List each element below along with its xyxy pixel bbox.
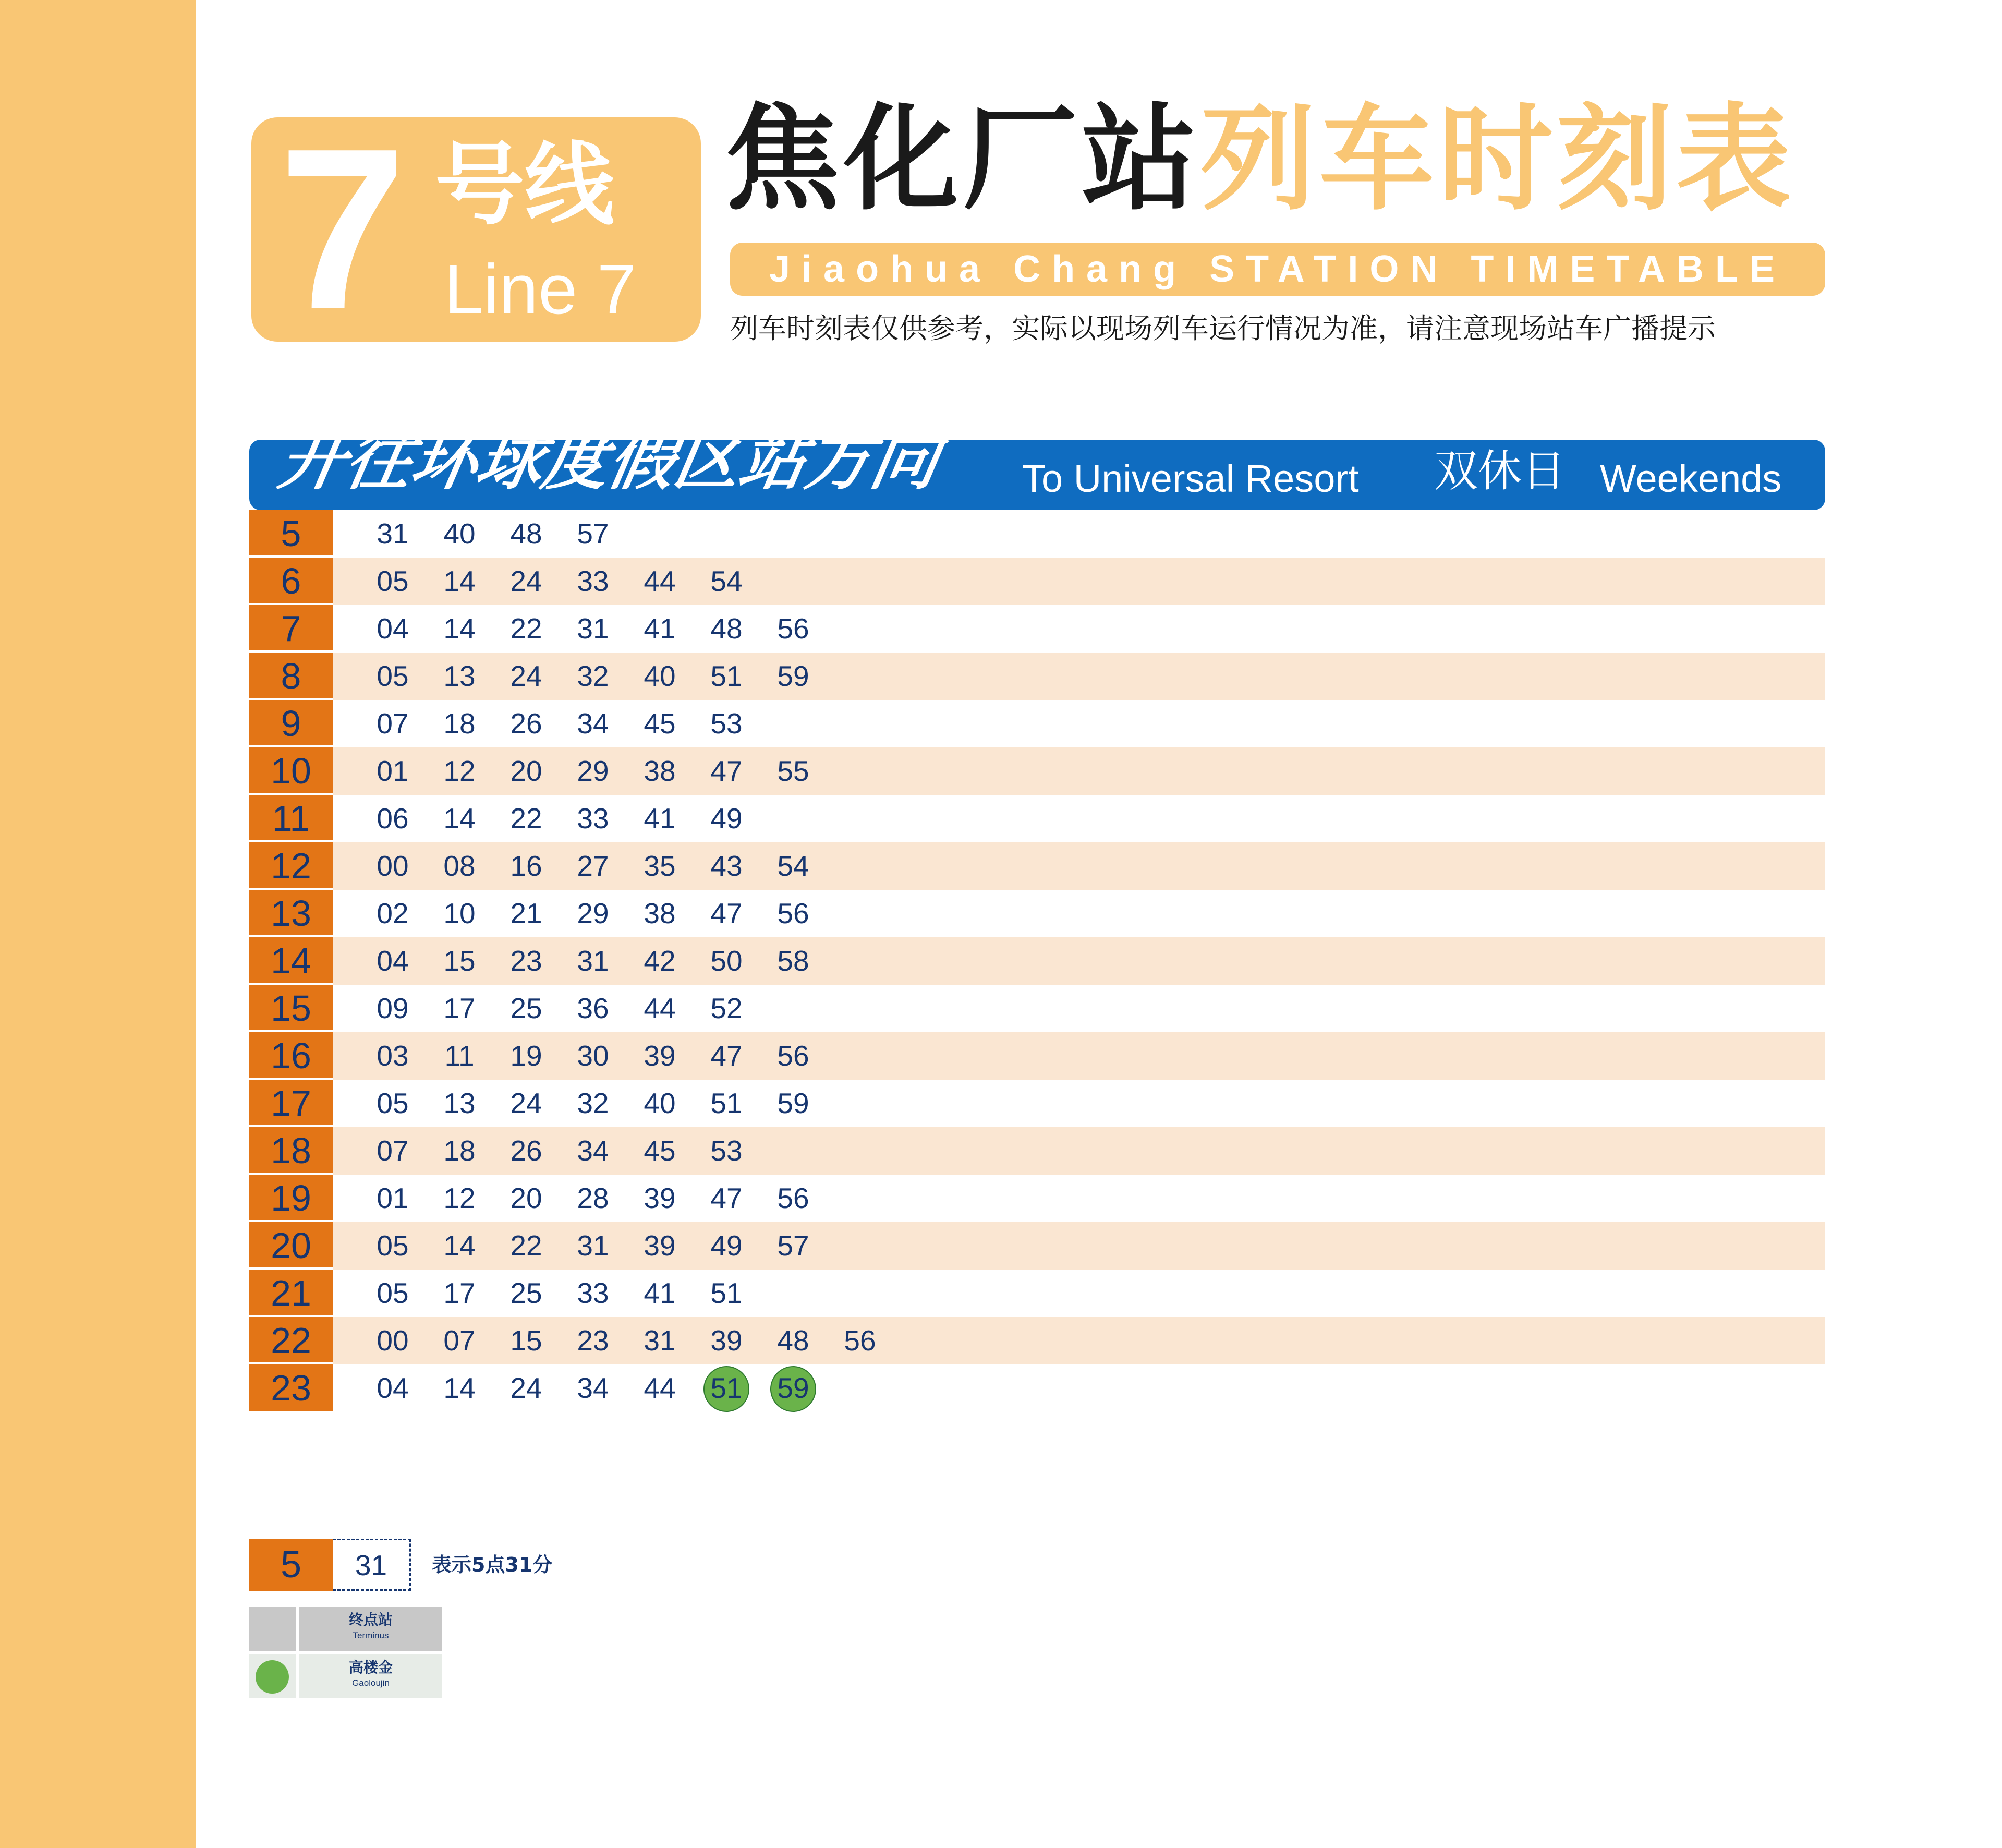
minute-cell: 05 bbox=[377, 660, 409, 692]
legend-header-cn: 终点站 bbox=[348, 1611, 393, 1628]
minute-cell: 47 bbox=[710, 897, 743, 929]
minute-cell: 20 bbox=[510, 1182, 542, 1214]
minute-cell: 14 bbox=[443, 802, 476, 835]
minute-cell: 41 bbox=[644, 612, 676, 645]
table-row bbox=[249, 558, 1825, 605]
minute-cell: 48 bbox=[710, 612, 743, 645]
minute-cell: 35 bbox=[644, 850, 676, 882]
table-row bbox=[249, 1222, 1825, 1270]
minute-cell: 50 bbox=[710, 945, 743, 977]
minute-cell: 07 bbox=[377, 707, 409, 740]
minute-cell: 23 bbox=[510, 945, 542, 977]
legend-row-cn: 高楼金 bbox=[348, 1659, 393, 1676]
minute-cell: 05 bbox=[377, 1229, 409, 1262]
hour-cell: 10 bbox=[249, 747, 333, 795]
minute-cell: 25 bbox=[510, 992, 542, 1024]
hour-cell: 11 bbox=[249, 795, 333, 842]
line-number: 7 bbox=[278, 101, 407, 357]
minute-cell: 55 bbox=[777, 755, 809, 787]
legend-marker-cell bbox=[249, 1654, 296, 1698]
table-row bbox=[249, 842, 1825, 890]
minute-cell: 34 bbox=[577, 1372, 609, 1404]
table-row bbox=[249, 937, 1825, 985]
table-row bbox=[249, 1080, 1825, 1127]
minute-cell: 32 bbox=[577, 660, 609, 692]
minute-cell: 00 bbox=[377, 1324, 409, 1357]
minute-cell: 33 bbox=[577, 802, 609, 835]
minute-cell: 31 bbox=[377, 517, 409, 550]
hour-cell: 17 bbox=[249, 1080, 333, 1127]
minute-cell: 22 bbox=[510, 612, 542, 645]
legend-header bbox=[299, 1607, 442, 1651]
minute-cell: 32 bbox=[577, 1087, 609, 1119]
minute-cell: 34 bbox=[577, 1134, 609, 1167]
minute-cell: 21 bbox=[510, 897, 542, 929]
hour-cell: 16 bbox=[249, 1032, 333, 1080]
minute-cell: 00 bbox=[377, 850, 409, 882]
minute-cell: 41 bbox=[644, 802, 676, 835]
minute-cell: 18 bbox=[443, 707, 476, 740]
minute-cell: 05 bbox=[377, 565, 409, 597]
minute-cell: 04 bbox=[377, 1372, 409, 1404]
minute-cell: 03 bbox=[377, 1040, 409, 1072]
minute-cell: 22 bbox=[510, 802, 542, 835]
table-row bbox=[249, 653, 1825, 700]
minute-cell: 24 bbox=[510, 660, 542, 692]
minute-cell: 39 bbox=[710, 1324, 743, 1357]
minute-cell: 41 bbox=[644, 1277, 676, 1309]
table-row bbox=[249, 1364, 1825, 1413]
minute-cell: 40 bbox=[644, 1087, 676, 1119]
minute-cell: 56 bbox=[777, 1182, 809, 1214]
minute-cell: 48 bbox=[510, 517, 542, 550]
minute-cell: 44 bbox=[644, 992, 676, 1024]
legend-row-en: Gaoloujin bbox=[352, 1678, 390, 1688]
minute-cell: 12 bbox=[443, 755, 476, 787]
minute-cell: 59 bbox=[777, 660, 809, 692]
minute-cell: 04 bbox=[377, 612, 409, 645]
minute-cell: 13 bbox=[443, 1087, 476, 1119]
subtitle-bar: Jiaohua Chang STATION TIMETABLE bbox=[730, 243, 1825, 296]
minute-cell: 54 bbox=[777, 850, 809, 882]
hour-cell: 12 bbox=[249, 842, 333, 890]
hour-cell: 20 bbox=[249, 1222, 333, 1270]
minute-cell: 07 bbox=[443, 1324, 476, 1357]
minute-cell: 24 bbox=[510, 1372, 542, 1404]
minute-cell: 52 bbox=[710, 992, 743, 1024]
minute-cell: 34 bbox=[577, 707, 609, 740]
title-suffix: 列车时刻表 bbox=[1200, 92, 1795, 226]
minute-cell: 47 bbox=[710, 1182, 743, 1214]
minute-cell: 06 bbox=[377, 802, 409, 835]
legend-example-hour: 5 bbox=[249, 1539, 333, 1591]
minute-cell: 05 bbox=[377, 1087, 409, 1119]
hour-cell: 23 bbox=[249, 1364, 333, 1413]
table-row bbox=[249, 795, 1825, 842]
minute-cell: 01 bbox=[377, 1182, 409, 1214]
table-row bbox=[249, 1317, 1825, 1364]
table-row bbox=[249, 985, 1825, 1032]
minute-cell: 15 bbox=[510, 1324, 542, 1357]
minute-cell: 29 bbox=[577, 897, 609, 929]
page-title bbox=[725, 89, 1795, 230]
direction-cn: 开往环球度假区站方向 bbox=[274, 422, 945, 499]
minute-cell: 40 bbox=[644, 660, 676, 692]
minute-cell: 57 bbox=[577, 517, 609, 550]
minute-cell: 33 bbox=[577, 1277, 609, 1309]
legend-row bbox=[299, 1654, 442, 1698]
minute-cell: 38 bbox=[644, 755, 676, 787]
hour-cell: 21 bbox=[249, 1270, 333, 1317]
minute-cell: 42 bbox=[644, 945, 676, 977]
table-row bbox=[249, 1127, 1825, 1175]
table-row bbox=[249, 1270, 1825, 1317]
minute-cell: 49 bbox=[710, 1229, 743, 1262]
hour-cell: 5 bbox=[249, 510, 333, 558]
minute-cell: 59 bbox=[777, 1087, 809, 1119]
table-row bbox=[249, 605, 1825, 653]
minute-cell: 14 bbox=[443, 1372, 476, 1404]
minute-cell: 39 bbox=[644, 1229, 676, 1262]
minute-cell: 44 bbox=[644, 565, 676, 597]
minute-cell: 40 bbox=[443, 517, 476, 550]
timetable bbox=[249, 510, 1825, 1413]
table-row bbox=[249, 510, 1825, 558]
hour-cell: 14 bbox=[249, 937, 333, 985]
legend-header-blank bbox=[249, 1607, 296, 1651]
minute-cell: 24 bbox=[510, 1087, 542, 1119]
minute-cell: 14 bbox=[443, 565, 476, 597]
minute-cell: 38 bbox=[644, 897, 676, 929]
minute-cell: 31 bbox=[577, 945, 609, 977]
minute-cell: 10 bbox=[443, 897, 476, 929]
minute-cell: 29 bbox=[577, 755, 609, 787]
green-circle-icon bbox=[256, 1660, 289, 1694]
minute-cell: 09 bbox=[377, 992, 409, 1024]
minute-cell: 20 bbox=[510, 755, 542, 787]
minute-cell-terminus: 51 bbox=[698, 1364, 755, 1412]
minute-cell: 58 bbox=[777, 945, 809, 977]
minute-cell: 24 bbox=[510, 565, 542, 597]
minute-cell: 57 bbox=[777, 1229, 809, 1262]
line-badge bbox=[251, 101, 701, 357]
station-name: 焦化厂站 bbox=[725, 92, 1201, 226]
minute-cell: 45 bbox=[644, 1134, 676, 1167]
minute-cell: 53 bbox=[710, 1134, 743, 1167]
legend-example-text: 表示5点31分 bbox=[432, 1553, 553, 1576]
direction-en: To Universal Resort bbox=[1022, 457, 1359, 500]
minute-cell: 49 bbox=[710, 802, 743, 835]
minute-cell: 14 bbox=[443, 612, 476, 645]
minute-cell: 19 bbox=[510, 1040, 542, 1072]
minute-cell: 30 bbox=[577, 1040, 609, 1072]
minute-cell: 22 bbox=[510, 1229, 542, 1262]
minute-cell: 36 bbox=[577, 992, 609, 1024]
minute-cell: 25 bbox=[510, 1277, 542, 1309]
minute-cell: 04 bbox=[377, 945, 409, 977]
minute-cell: 33 bbox=[577, 565, 609, 597]
minute-cell: 51 bbox=[710, 660, 743, 692]
side-stripe bbox=[0, 0, 196, 1848]
minute-cell: 28 bbox=[577, 1182, 609, 1214]
minute-cell: 47 bbox=[710, 755, 743, 787]
minute-cell: 56 bbox=[777, 612, 809, 645]
minute-cell: 16 bbox=[510, 850, 542, 882]
minute-cell: 02 bbox=[377, 897, 409, 929]
minute-cell: 15 bbox=[443, 945, 476, 977]
minute-cell: 27 bbox=[577, 850, 609, 882]
minute-cell: 39 bbox=[644, 1040, 676, 1072]
service-day-cn: 双休日 bbox=[1434, 445, 1566, 497]
legend-header-en: Terminus bbox=[353, 1630, 389, 1640]
minute-cell: 39 bbox=[644, 1182, 676, 1214]
hour-cell: 6 bbox=[249, 558, 333, 605]
minute-cell: 56 bbox=[844, 1324, 876, 1357]
minute-cell: 26 bbox=[510, 1134, 542, 1167]
minute-cell: 43 bbox=[710, 850, 743, 882]
hour-cell: 8 bbox=[249, 653, 333, 700]
minute-cell: 45 bbox=[644, 707, 676, 740]
hour-cell: 19 bbox=[249, 1175, 333, 1222]
minute-cell: 54 bbox=[710, 565, 743, 597]
hour-cell: 7 bbox=[249, 605, 333, 653]
minute-cell: 56 bbox=[777, 1040, 809, 1072]
minute-cell: 31 bbox=[577, 612, 609, 645]
minute-cell: 51 bbox=[710, 1277, 743, 1309]
minute-cell: 13 bbox=[443, 660, 476, 692]
minute-cell: 31 bbox=[577, 1229, 609, 1262]
minute-cell: 11 bbox=[444, 1040, 475, 1072]
hour-cell: 9 bbox=[249, 700, 333, 747]
minute-cell: 51 bbox=[710, 1087, 743, 1119]
minute-cell-terminus: 59 bbox=[765, 1364, 822, 1412]
service-day-en: Weekends bbox=[1600, 457, 1782, 500]
hour-cell: 15 bbox=[249, 985, 333, 1032]
minute-cell: 23 bbox=[577, 1324, 609, 1357]
table-row bbox=[249, 1032, 1825, 1080]
line-name-cn: 号线 bbox=[435, 132, 614, 237]
table-row bbox=[249, 1175, 1825, 1222]
minute-cell: 18 bbox=[443, 1134, 476, 1167]
minute-cell: 17 bbox=[443, 1277, 476, 1309]
minute-cell: 31 bbox=[644, 1324, 676, 1357]
minute-cell: 08 bbox=[443, 850, 476, 882]
minute-cell: 12 bbox=[443, 1182, 476, 1214]
hour-cell: 13 bbox=[249, 890, 333, 937]
minute-cell: 14 bbox=[443, 1229, 476, 1262]
hour-cell: 18 bbox=[249, 1127, 333, 1175]
table-row bbox=[249, 890, 1825, 937]
line-name-en: Line 7 bbox=[444, 250, 636, 329]
minute-cell: 53 bbox=[710, 707, 743, 740]
minute-cell: 17 bbox=[443, 992, 476, 1024]
minute-cell: 05 bbox=[377, 1277, 409, 1309]
minute-cell: 07 bbox=[377, 1134, 409, 1167]
minute-cell: 47 bbox=[710, 1040, 743, 1072]
minute-cell: 44 bbox=[644, 1372, 676, 1404]
minute-cell: 26 bbox=[510, 707, 542, 740]
direction-header bbox=[249, 422, 1825, 510]
table-row bbox=[249, 700, 1825, 747]
notice-text: 列车时刻表仅供参考，实际以现场列车运行情况为准，请注意现场站车广播提示 bbox=[730, 312, 1716, 345]
minute-cell: 01 bbox=[377, 755, 409, 787]
table-row bbox=[249, 747, 1825, 795]
hour-cell: 22 bbox=[249, 1317, 333, 1364]
legend-example-minute: 31 bbox=[333, 1539, 411, 1591]
minute-cell: 56 bbox=[777, 897, 809, 929]
minute-cell: 48 bbox=[777, 1324, 809, 1357]
